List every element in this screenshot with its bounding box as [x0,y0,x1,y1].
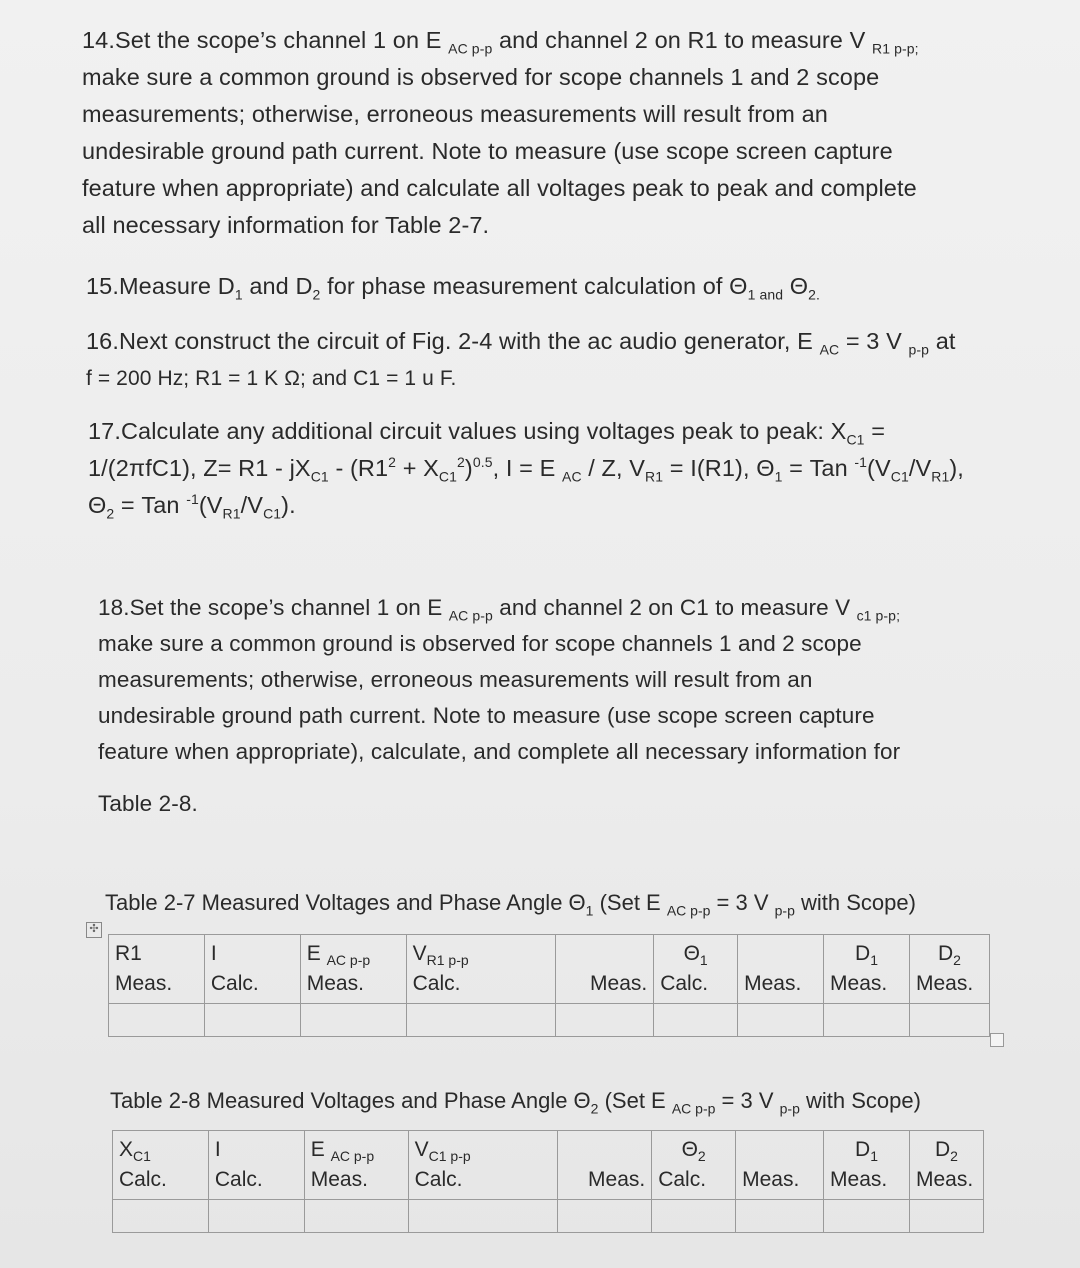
text: Table 2-7 Measured Voltages and Phase Angle Θ [105,890,586,915]
text: with Scope) [794,890,916,915]
table-cell[interactable] [652,1200,736,1233]
text-line: undesirable ground path current. Note to measure (use scope screen capture [82,138,893,164]
text: and D [242,273,313,299]
text: for phase measurement calculation of Θ [320,273,748,299]
sub: AC p-p [671,1100,716,1117]
text: D [855,942,871,965]
text: = 3 V [839,328,909,354]
table-2-7-caption [105,890,916,919]
sub: C1 [310,468,329,485]
text: = Tan [782,455,855,481]
text: Table 2-8 Measured Voltages and Phase Angle Θ [110,1088,591,1113]
header-cell [654,935,738,1004]
table-cell[interactable] [208,1200,304,1233]
table-2-8-caption [110,1088,921,1117]
header-cell [113,1131,209,1200]
sub: AC p-p [330,1148,375,1165]
sub: 1 [870,952,878,969]
header-bottom: Calc. [414,1168,463,1191]
header-bottom: Meas. [744,972,802,995]
text-line: make sure a common ground is observed for scope channels 1 and 2 scope [82,64,880,90]
sub: R1 [222,505,241,522]
header-cell [824,1131,910,1200]
text-line: feature when appropriate) and calculate all voltages peak to peak and complete [82,175,917,201]
sub: AC [562,468,582,485]
header-bottom: Calc. [119,1168,167,1191]
sub: AC [819,341,840,358]
text: Θ [88,492,107,518]
text-line: f = 200 Hz; R1 = 1 K Ω; and C1 = 1 u F. [86,367,457,390]
header-cell [652,1131,736,1200]
sub: AC p-p [666,902,711,919]
text: ) [464,455,473,481]
sub: C1 p-p [428,1148,471,1165]
step-17-paragraph [88,413,964,524]
text: (V [198,492,223,518]
header-cell [909,1131,983,1200]
header-cell [738,935,824,1004]
header-cell [824,935,910,1004]
text: E [310,1138,331,1161]
sup: 0.5 [472,454,493,471]
text: - (R1 [328,455,389,481]
header-bottom: Calc. [412,972,461,995]
text: /V [908,455,932,481]
text: (Set E [593,890,667,915]
sub: C1 [263,505,282,522]
header-bottom: Meas. [115,972,173,995]
text: 14.Set the scope’s channel 1 on E [82,27,449,53]
text: / Z, V [581,455,646,481]
header-cell [300,935,406,1004]
table-move-handle-icon[interactable]: ✣ [86,922,102,938]
text: (V [867,455,891,481]
header-bottom: Calc. [210,972,259,995]
table-cell[interactable] [300,1004,406,1037]
sub: p-p [908,341,930,358]
sub: C1 [438,468,458,485]
text: D [935,1138,951,1161]
sub: R1 [645,468,664,485]
text-line: make sure a common ground is observed for scope channels 1 and 2 scope [98,631,862,656]
sub: 1 [699,952,708,969]
text: and channel 2 on C1 to measure V [492,595,857,620]
text-line: measurements; otherwise, erroneous measurements will result from an [98,667,813,692]
text: X [119,1138,134,1161]
header-bottom: Meas. [306,972,364,995]
text: V [414,1138,429,1161]
table-row [109,1004,990,1037]
sub: 1 [774,468,783,485]
table-2-7 [108,934,990,1037]
text-line: feature when appropriate), calculate, and complete all necessary information for [98,739,901,764]
table-cell[interactable] [736,1200,824,1233]
text: + X [396,455,439,481]
text: = 3 V [715,1088,780,1113]
step-15-paragraph [86,268,820,305]
header-bottom: Meas. [590,972,648,995]
header-bottom: Meas. [915,1168,974,1191]
text: D [938,942,954,965]
sub: p-p [774,902,795,919]
text: Θ [681,1138,698,1161]
table-cell[interactable] [738,1004,824,1037]
text-line: Table 2-8. [98,791,198,816]
text: 15.Measure D [86,273,235,299]
header-cell [556,935,654,1004]
header-bottom: Calc. [214,1168,263,1191]
text: at [929,328,956,354]
text: Θ [683,942,700,965]
text: = 3 V [710,890,775,915]
text: Θ [783,273,809,299]
sub: R1 [931,468,950,485]
table-cell[interactable] [113,1200,209,1233]
step-16-paragraph [86,323,956,397]
text: 17.Calculate any additional circuit values using voltages peak to peak: X [88,418,847,444]
header-bottom: Meas. [830,972,888,995]
header-cell [558,1131,652,1200]
sub: C1 [133,1148,151,1165]
table-header-row [109,935,990,1004]
text: , I = E [492,455,562,481]
table-cell[interactable] [406,1004,556,1037]
sup: 2 [388,454,397,471]
table-cell[interactable] [558,1200,652,1233]
text: /V [240,492,264,518]
table-cell[interactable] [909,1004,989,1037]
step-14-paragraph [82,22,919,244]
sub: C1 [846,431,865,448]
text: 1/(2πfC1), Z= R1 - jX [88,455,311,481]
table-cell[interactable] [109,1004,205,1037]
header-top: I [214,1138,221,1161]
text: = I(R1), Θ [663,455,775,481]
header-cell [109,935,205,1004]
sub: c1 p-p; [856,607,901,624]
header-cell [406,935,556,1004]
sub: AC p-p [448,607,493,624]
sub: 1 and [747,286,784,303]
sub: 2 [590,1100,599,1117]
header-bottom: Meas. [310,1168,368,1191]
sub: 2 [312,286,321,303]
header-cell [909,935,989,1004]
table-cell[interactable] [556,1004,654,1037]
header-cell [408,1131,558,1200]
sub: 1 [585,902,594,919]
table-header-row [113,1131,984,1200]
header-cell [208,1131,304,1200]
sub: R1 p-p; [872,40,919,57]
sub: C1 [890,468,909,485]
sub: 2 [950,1148,958,1165]
text: ), [949,455,964,481]
table-cell[interactable] [304,1200,408,1233]
table-cell[interactable] [824,1004,910,1037]
text: 18.Set the scope’s channel 1 on E [98,595,449,620]
table-cell[interactable] [408,1200,558,1233]
text: (Set E [598,1088,672,1113]
sub: 2 [953,952,961,969]
text: ). [281,492,296,518]
text: E [306,942,327,965]
sup: -1 [854,454,868,471]
table-cell[interactable] [204,1004,300,1037]
text: = [864,418,886,444]
sub: 2. [808,286,821,303]
sub: 2 [106,505,115,522]
text: V [412,942,427,965]
table-cell[interactable] [824,1200,910,1233]
text-line: all necessary information for Table 2-7. [82,212,490,238]
text: 16.Next construct the circuit of Fig. 2-4 with the ac audio generator, E [86,328,820,354]
header-cell [736,1131,824,1200]
text: = Tan [114,492,187,518]
sup: -1 [186,491,199,508]
table-cell[interactable] [909,1200,983,1233]
sub: p-p [779,1100,800,1117]
sub: 2 [697,1148,706,1165]
header-bottom: Meas. [915,972,974,995]
table-resize-handle[interactable] [990,1033,1004,1047]
sub: AC p-p [326,952,371,969]
sub: 1 [234,286,243,303]
text: and channel 2 on R1 to measure V [492,27,873,53]
text-line: undesirable ground path current. Note to measure (use scope screen capture [98,703,875,728]
header-cell [204,935,300,1004]
header-cell [304,1131,408,1200]
step-18-paragraph [98,590,900,822]
table-cell[interactable] [654,1004,738,1037]
text: D [855,1138,871,1161]
header-bottom: Calc. [660,972,709,995]
header-bottom: Meas. [830,1168,888,1191]
header-top: R1 [115,942,142,965]
header-bottom: Meas. [588,1168,646,1191]
sub: 1 [870,1148,878,1165]
header-bottom: Meas. [742,1168,800,1191]
table-row [113,1200,984,1233]
sup: 2 [457,454,465,471]
sub: R1 p-p [426,952,469,969]
text: with Scope) [799,1088,921,1113]
text-line: measurements; otherwise, erroneous measurements will result from an [82,101,828,127]
sub: AC p-p [448,40,493,57]
header-bottom: Calc. [658,1168,707,1191]
header-top: I [210,942,217,965]
table-2-8 [112,1130,984,1233]
